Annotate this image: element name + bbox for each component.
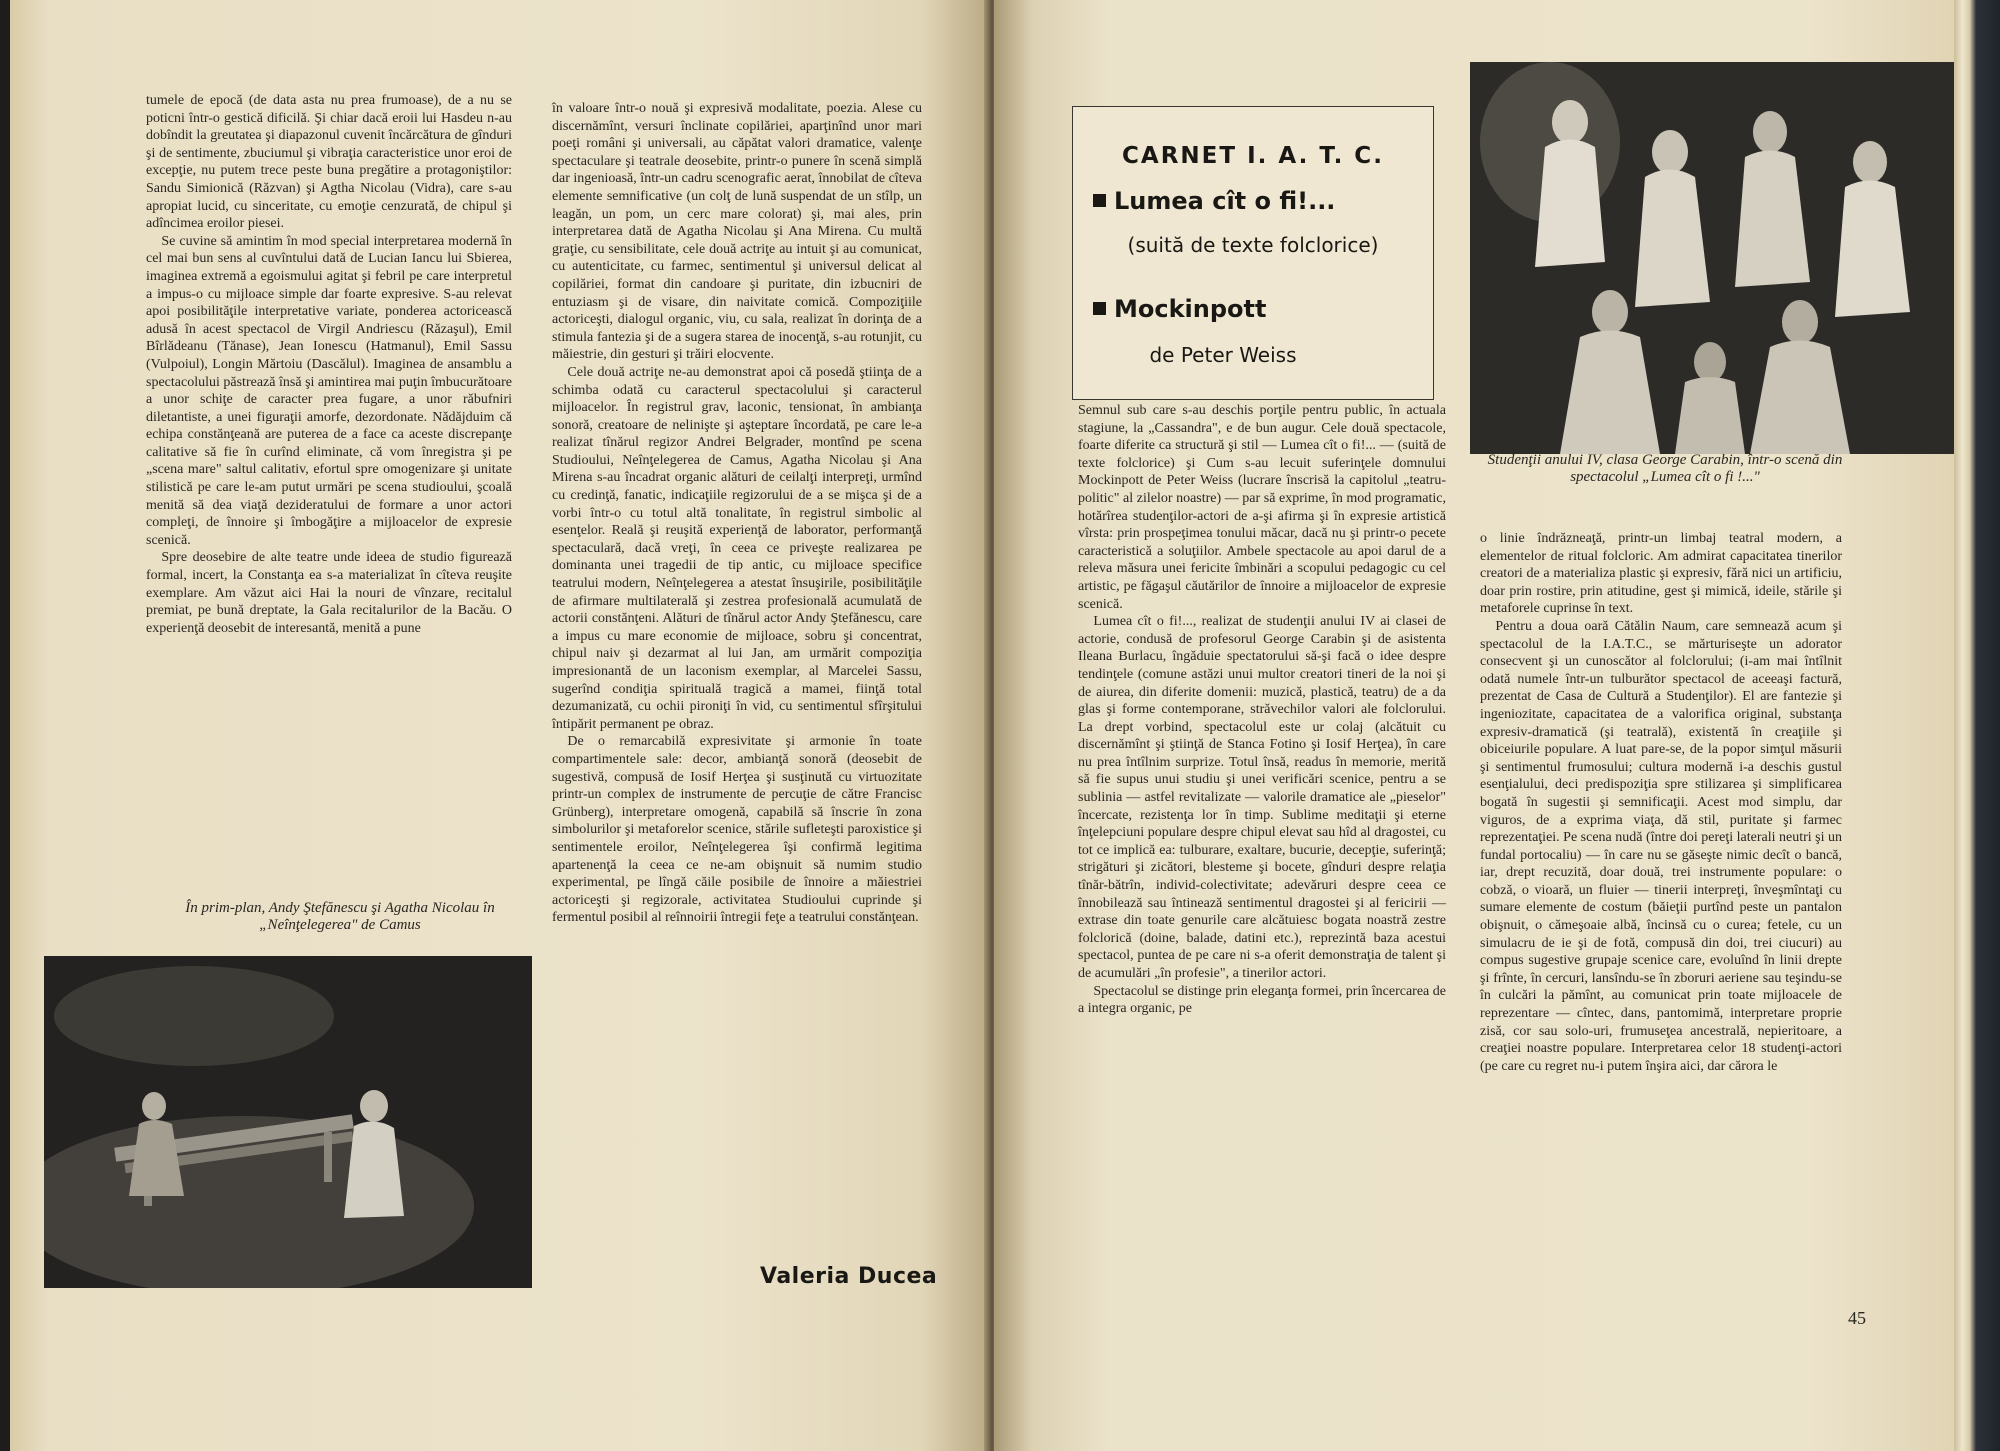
carnet-item-2-subtitle: de Peter Weiss	[1149, 343, 1297, 367]
paragraph: Spectacolul se distinge prin eleganţa formei, prin încercarea de a integra organic, pe	[1078, 983, 1446, 1017]
paragraph: Spre deosebire de alte teatre unde ideea de studio figurează formal, incert, la Constanţa ea s-a materializat în cîteva reuşite exemplare. Am văzut aici Hai la nouri de vînzare, recitalul premiat, pe bună dreptate, la Gala recitalurilor de la Bacău. O experienţă deosebit de interesantă, menită a pune	[146, 550, 512, 636]
stage-photo-left	[44, 956, 532, 1288]
carnet-item-1-subtitle: (suită de texte folclorice)	[1127, 233, 1379, 257]
paragraph: în valoare într-o nouă şi expresivă modalitate, poezia. Alese cu discernămînt, versuri înclinate copilăriei, aparţinînd unor mari poeţi români şi universali, au căpătat valori dramatice, valenţe spectaculare şi teatrale deosebite, printr-o punere în scenă simplă dar ingenioasă, într-un cadru scenografic aerat, înnobilat de cîteva elemente semnificative (un colţ de lună suspendat de un stîlp, un leagăn, un pom, un cerc mare colorat) şi, mai ales, prin interpretarea dată de Agatha Nicolau şi Ana Mirena. Cu multă graţie, cu sensibilitate, cele două actriţe au intuit şi au comunicat, cu autenticitate, cu farmec, sentimentul şi universul delicat al copilăriei, format din candoare şi puritate, din izbucniri de entuziasm şi de visare, din naivitate comică. Compoziţiile actoriceşti, dialogul organic, viu, cu sala, realizat în dorinţa de a stimula fantezia şi de a sugera starea de inocenţă, s-au rotunjit, cu măiestrie, din gesturi şi trăiri elocvente.	[552, 101, 922, 363]
carnet-title: CARNET I. A. T. C.	[1122, 143, 1384, 169]
right-column-1	[1078, 402, 1446, 1018]
paragraph: Semnul sub care s-au deschis porţile pentru public, în actuala stagiune, la „Cassandra", e de bun augur. Cele două spectacole, foarte diferite ca structură şi stil — Lumea cît o fi!... — (suită de texte folclorice) şi Cum s-au lecuit suferinţele domnului Mockinpott de Peter Weiss (lucrare înscrisă la capitolul „teatru-politic" al zilelor noastre) — par să exprime, în mod programatic, hotărîrea studenţilor-actori de a-şi afirma şi în expresie artistică vîrsta: prin prospeţimea tonului măcar, dacă nu şi printr-o pecete caracteristică a soluţiilor. Ambele spectacole au apoi darul de a releva măsura unei fericite îmbinări a scopului pedagogic cu cel artistic, pe făgaşul căutărilor de înnoire a mijloacelor de expresie scenică.	[1078, 403, 1446, 612]
carnet-item-2	[1093, 295, 1266, 323]
right-column-2	[1480, 530, 1842, 1075]
paragraph: tumele de epocă (de data asta nu prea frumoase), de a nu se poticni într-o gestică dificilă. Şi chiar dacă eroii lui Hasdeu n-au dobîndit la greutatea şi diapazonul cuvenit încărcătura de gînduri şi de sentimente, zbuciumul şi vibraţia caracteristice unor eroi de excepţie, nu putem trece peste buna pregătire a protagoniştilor: Sandu Simionică (Răzvan) şi Agtha Nicolau (Vidra), care s-au apropiat lucid, cu sinceritate, cu emoţie cenzurată, de chipul şi adîncimea eroilor piesei.	[146, 93, 512, 232]
square-bullet-icon	[1093, 194, 1106, 207]
left-column-2	[552, 100, 922, 927]
paragraph: De o remarcabilă expresivitate şi armonie în toate compartimentele sale: decor, ambianţă sonoră (deosebit de sugestivă, compusă de Iosif Herţea şi susţinută cu virtuozitate printr-un complex de instrumente de percuţie de către Francisc Grünberg), interpretare omogenă, capabilă să înscrie în zona simbolurilor şi metaforelor scenice, stările sufleteşti paroxistice şi sentimentele eroilor, Neînţelegerea îşi confirmă legitima apartenenţă la ceea ce ne-am obişnuit să numim studio experimental, pe lîngă căile posibile de înnoire a măiestriei actoriceşti şi regizorale, activitatea Studioului cuprinde şi fermentul posibil al reînnoirii întregii feţe a teatrului constănţean.	[552, 734, 922, 926]
paragraph: Pentru a doua oară Cătălin Naum, care semnează acum şi spectacolul de la I.A.T.C., se mărturiseşte un adorator consecvent şi un cunoscător al folclorului; (i-am mai întîlnit odată numele într-un tulburător spectacol de aceeaşi factură, prezentat de Casa de Cultură a Studenţilor). El are fantezie şi ingeniozitate, capacitatea de a valorifica original, substanţa expresiv-dramatică (şi teatrală), existentă în creaţiile şi obiceiurile populare. A luat pare-se, de la popor simţul măsurii şi sentimentul frumosului; cultura modernă i-a deschis gustul esenţialului, deci predispoziţia spre stilizarea şi simplificarea bogată în sugestii şi semnificaţii. Acest mod simplu, dar viguros, de a exprima viaţa, dă stil, puritate şi farmec reprezentaţiei. Pe scena nudă (între doi pereţi laterali neutri şi un fundal portocaliu) — în care nu se găseşte nimic decît o bancă, iar, drept recuzită, doar două, trei instrumente populare: o cobză, o vioară, un fluier — tinerii interpreţi, înveşmîntaţi cu sumare elemente de costum (băieţii purtînd peste un pantalon obişnuit, o cămeşoaie albă, încinsă cu o curea; fetele, cu un simulacru de ie şi de fotă, compusă din doi, trei ciucuri) au compus sugestive grupaje scenice care, evoluînd în linii drepte şi frînte, în cercuri, lansîndu-se în zboruri aeriene sau teşindu-se în culcări la pămînt, au comunicat prin toate mijloacele de reprezentare — cîntec, dans, pantomimă, interpretare proprie zisă, cor sau solo-uri, frumuseţea ancestrală, nepieritoare, a creaţiei noastre populare. Interpretarea celor 18 studenţi-actori (pe care cu regret nu-i putem înşira aici, dar cărora le	[1480, 618, 1842, 1074]
paragraph: o linie îndrăzneaţă, printr-un limbaj teatral modern, a elementelor de ritual folcloric. Am admirat capacitatea tinerilor creatori de a materializa plastic şi expresiv, fără nici un artificiu, doar prin rostire, prin atitudine, gest şi mimică, ideile, stările şi metaforele cuprinse în text.	[1480, 531, 1842, 617]
carnet-box	[1072, 106, 1434, 400]
paragraph: Cele două actriţe ne-au demonstrat apoi că posedă ştiinţa de a schimba odată cu caracterul spectacolului şi caracterul mijloacelor. În registrul grav, laconic, tensionat, în ambianţa sonoră, creatoare de nelinişte şi aşteptare încordată, pe care le-a realizat tînărul regizor Andrei Belgrader, montînd pe scena Studioului, Neînţelegerea de Camus, Agatha Nicolau şi Ana Mirena s-au încadrat organic alături de ceilalţi interpreţi, urmînd cu credinţă, fanatic, indicaţiile regizorului de a se mişca şi de a vorbi într-o cu totul altă tonalitate, în registrul simbolic al esenţelor. Reală şi reuşită experienţă de laborator, performanţă spectaculară, dacă vreţi, în ceea ce priveşte realizarea pe dominanta unei tragedii de tip antic, cu mijloace specifice teatrului modern, Neînţelegerea a atestat însuşirile, posibilităţile de afirmare multilaterală şi zestrea profesională acumulată de actorii constănţeni. Alături de tînărul actor Andy Ştefănescu, care a impus cu mare economie de mijloace, sobru şi concentrat, chipul naiv şi dezarmat al lui Jan, am urmărit compoziţia impresionantă de un laconism exemplar, al Marcelei Sassu, sugerînd condiţia spirituală tragică a mamei, fiinţă total dezumanizată, cu ochii pironiţi în vid, cu sentimentul sfîrşitului întipărit permanent pe obraz.	[552, 364, 922, 732]
photo-caption-right: Studenţii anului IV, clasa George Carabin, într-o scenă din spectacolul „Lumea cît o fi !..."	[1487, 452, 1843, 485]
carnet-item-2-title: Mockinpott	[1114, 295, 1267, 323]
author-signature: Valeria Ducea	[760, 1264, 938, 1289]
photo-caption-left: În prim-plan, Andy Ştefănescu şi Agatha Nicolau în „Neînţelegerea" de Camus	[185, 900, 495, 933]
stage-photo-right	[1470, 62, 1954, 454]
paragraph: Se cuvine să amintim în mod special interpretarea modernă în cel mai bun sens al cuvîntului dată de Lucian Iancu lui Sbierea, imaginea extremă a egoismului agitat şi febril pe care interpretul a impus-o cu mijloace simple dar foarte expresive. S-au relevat apoi posibilităţile interpretative variate, ponderea actoricească adusă în acest spectacol de Virgil Andriescu (Răzaşul), Emil Bîrlădeanu (Tănase), Jean Ionescu (Hatmanul), Emil Sassu (Vulpoiul), Longin Mărtoiu (Dascălul). Imaginea de ansamblu a spectacolului păstrează însă şi amintirea mai puţin îmbucurătoare a unor schiţe de caracter prea fugare, a unor răbufniri diletantiste, a unei figuraţii amorfe, dezordonate. Nădăjduim că echipa constănţeană are puterea de a face ca aceste discrepanţe calitative să fie în curînd eliminate, că vom înregistra şi pe „scena mare" saltul calitativ, efortul spre omogenizare şi unitate stilistică pe care le-am putut urmări pe scena studioului, şcoală menită să dea viaţă dezideratului de formare a unor actori compleţi, de înnoire şi îmbogăţire a mijloacelor de expresie scenică.	[146, 233, 512, 548]
book-cover-edge	[1954, 0, 2000, 1451]
carnet-item-1-title: Lumea cît o fi!...	[1114, 187, 1336, 215]
paragraph: Lumea cît o fi!..., realizat de studenţii anului IV ai clasei de actorie, condusă de profesorul George Carabin şi de asistenta Ileana Burlacu, îngăduie spectatorului să-şi facă o idee despre tendinţele (comune astăzi unui multor creatori tineri de la noi şi de aiurea, din diferite domenii: muzică, plastică, teatru) de a da glas şi forme contemporane, străvechilor valori ale folclorului. La drept vorbind, spectacolul este ur colaj (alcătuit cu discernămînt şi ştiinţă de Stanca Fotino şi Iosif Herţea), în care nu prea întîlnim surprize. Totul însă, readus în memorie, merită să fie supus unui studiu şi unei verificări scenice, pentru a se sublinia — astfel revitalizate — valorile dramatice ale „pieselor" încercate, rezistenţa lor în timp. Sublime meditaţii şi eterne înţelepciuni populare despre chipul elevat sau hîd al dragostei, cu tot ce implică ea: tulburare, exaltare, bucurie, decepţie, suferinţă; strigături şi zicători, blesteme şi bocete, gînduri despre relaţia tînăr-bătrîn, individ-colectivitate; adevăruri despre ceea ce înnobilează sau întinează sentimentul dragostei şi al fericirii — extrase din toate genurile care alcătuiesc bogata noastră zestre folclorică (doine, balade, datini etc.), reprezintă baza acestui spectacol, puntea de pe care ni s-a oferit demonstraţia de talent şi de acumulări „în profesie", a tinerilor actori.	[1078, 614, 1446, 981]
stage-photo-left-image	[44, 956, 532, 1288]
carnet-item-1	[1093, 187, 1335, 215]
square-bullet-icon	[1093, 302, 1106, 315]
left-column-1	[146, 92, 512, 637]
page-number: 45	[1848, 1308, 1866, 1328]
stage-photo-right-image	[1470, 62, 1954, 454]
